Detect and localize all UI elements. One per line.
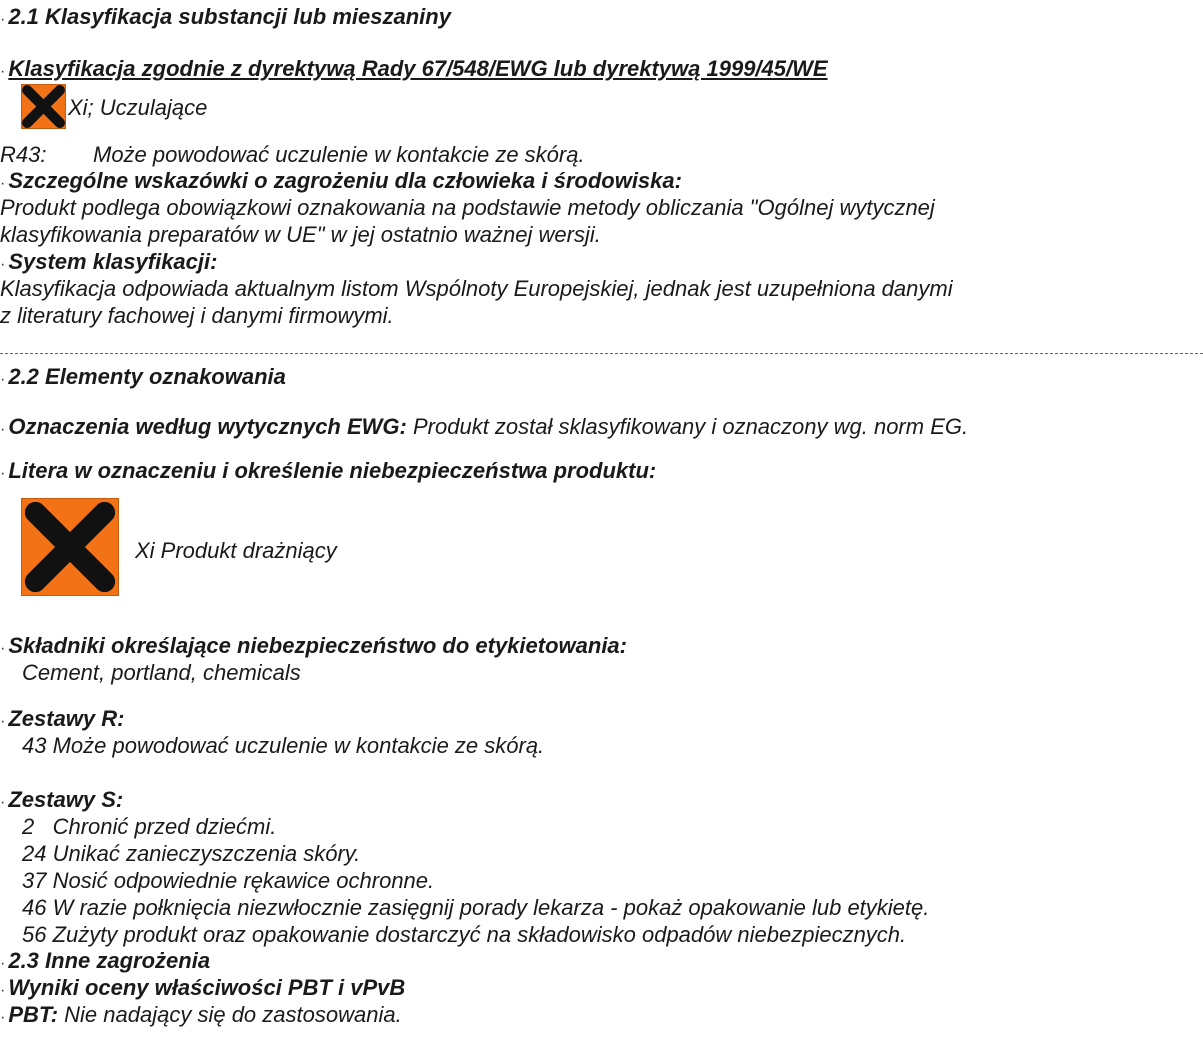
harmful-irritant-x-icon xyxy=(21,84,66,129)
r-set-item: 43 Może powodować uczulenie w kontakcie ze skórą. xyxy=(22,733,545,758)
system-line-2: z literatury fachowej i danymi firmowymi. xyxy=(0,303,394,328)
pbt-heading xyxy=(0,974,1203,1004)
bullet-dot: · xyxy=(0,955,6,972)
classification-heading-text: Klasyfikacja zgodnie z dyrektywą Rady 67/548/EWG lub dyrektywą 1999/45/WE xyxy=(8,56,828,81)
ewg-text: Produkt został sklasyfikowany i oznaczony wg. norm EG. xyxy=(412,414,969,439)
s-set-item: 46 W razie połknięcia niezwłocznie zasięgnij porady lekarza - pokaż opakowanie lub etykietę. xyxy=(22,895,930,920)
bullet-dot: · xyxy=(0,175,6,192)
pbt-heading-text: Wyniki oceny właściwości PBT i vPvB xyxy=(8,975,406,1000)
system-heading-text: System klasyfikacji: xyxy=(8,249,218,274)
special-line-1: Produkt podlega obowiązkowi oznakowania na podstawie metody obliczania "Ogólnej wytycznej xyxy=(0,195,935,220)
hazard-large-label: Xi Produkt drażniący xyxy=(135,538,337,563)
special-hazards-heading xyxy=(0,167,1203,197)
components-heading-text: Składniki określające niebezpieczeństwo do etykietowania: xyxy=(8,633,627,658)
pbt-text: Nie nadający się do zastosowania. xyxy=(64,1002,402,1027)
hazard-small-label: Xi; Uczulające xyxy=(68,95,208,120)
bullet-dot: · xyxy=(0,371,6,388)
harmful-irritant-x-icon xyxy=(21,498,119,596)
bullet-dot: · xyxy=(0,465,6,482)
pbt-label: PBT: xyxy=(8,1002,59,1027)
section-separator xyxy=(0,353,1203,354)
s-set-item: 56 Zużyty produkt oraz opakowanie dostarczyć na składowisko odpadów niebezpiecznych. xyxy=(22,922,907,947)
special-line-2: klasyfikowania preparatów w UE" w jej ostatnio ważnej wersji. xyxy=(0,222,601,247)
bullet-dot: · xyxy=(0,256,6,273)
classification-heading xyxy=(0,55,1203,85)
ewg-line xyxy=(0,413,1203,443)
r-phrase-code: R43: xyxy=(0,142,47,167)
system-line-1: Klasyfikacja odpowiada aktualnym listom Wspólnoty Europejskiej, jednak jest uzupełniona danymi xyxy=(0,276,953,301)
pbt-line xyxy=(0,1001,1203,1031)
s-sets-heading xyxy=(0,786,1203,816)
letter-heading xyxy=(0,457,1203,487)
bullet-dot: · xyxy=(0,421,6,438)
section-heading-2-2 xyxy=(0,363,1203,393)
r-phrase-line xyxy=(0,141,1203,168)
section-heading-2-3 xyxy=(0,947,1203,977)
bullet-dot: · xyxy=(0,794,6,811)
bullet-dot: · xyxy=(0,713,6,730)
section-title: 2.3 Inne zagrożenia xyxy=(8,948,211,973)
bullet-dot: · xyxy=(0,11,6,28)
s-set-item: 24 Unikać zanieczyszczenia skóry. xyxy=(22,841,361,866)
r-phrase-text: Może powodować uczulenie w kontakcie ze skórą. xyxy=(93,142,585,167)
ewg-label: Oznaczenia według wytycznych EWG: xyxy=(8,414,407,439)
s-set-item: 37 Nosić odpowiednie rękawice ochronne. xyxy=(22,868,435,893)
section-title: 2.1 Klasyfikacja substancji lub mieszaniny xyxy=(8,4,451,29)
system-heading xyxy=(0,248,1203,278)
bullet-dot: · xyxy=(0,640,6,657)
components-text: Cement, portland, chemicals xyxy=(22,660,301,685)
s-set-item: 2 Chronić przed dziećmi. xyxy=(22,814,277,839)
r-sets-heading-text: Zestawy R: xyxy=(8,706,125,731)
bullet-dot: · xyxy=(0,1009,6,1026)
special-hazards-heading-text: Szczególne wskazówki o zagrożeniu dla człowieka i środowiska: xyxy=(8,168,682,193)
s-sets-heading-text: Zestawy S: xyxy=(8,787,124,812)
section-heading-2-1 xyxy=(0,3,1203,33)
bullet-dot: · xyxy=(0,982,6,999)
bullet-dot: · xyxy=(0,63,6,80)
r-sets-heading xyxy=(0,705,1203,735)
letter-heading-text: Litera w oznaczeniu i określenie niebezpieczeństwa produktu: xyxy=(8,458,657,483)
section-title: 2.2 Elementy oznakowania xyxy=(8,364,286,389)
components-heading xyxy=(0,632,1203,662)
